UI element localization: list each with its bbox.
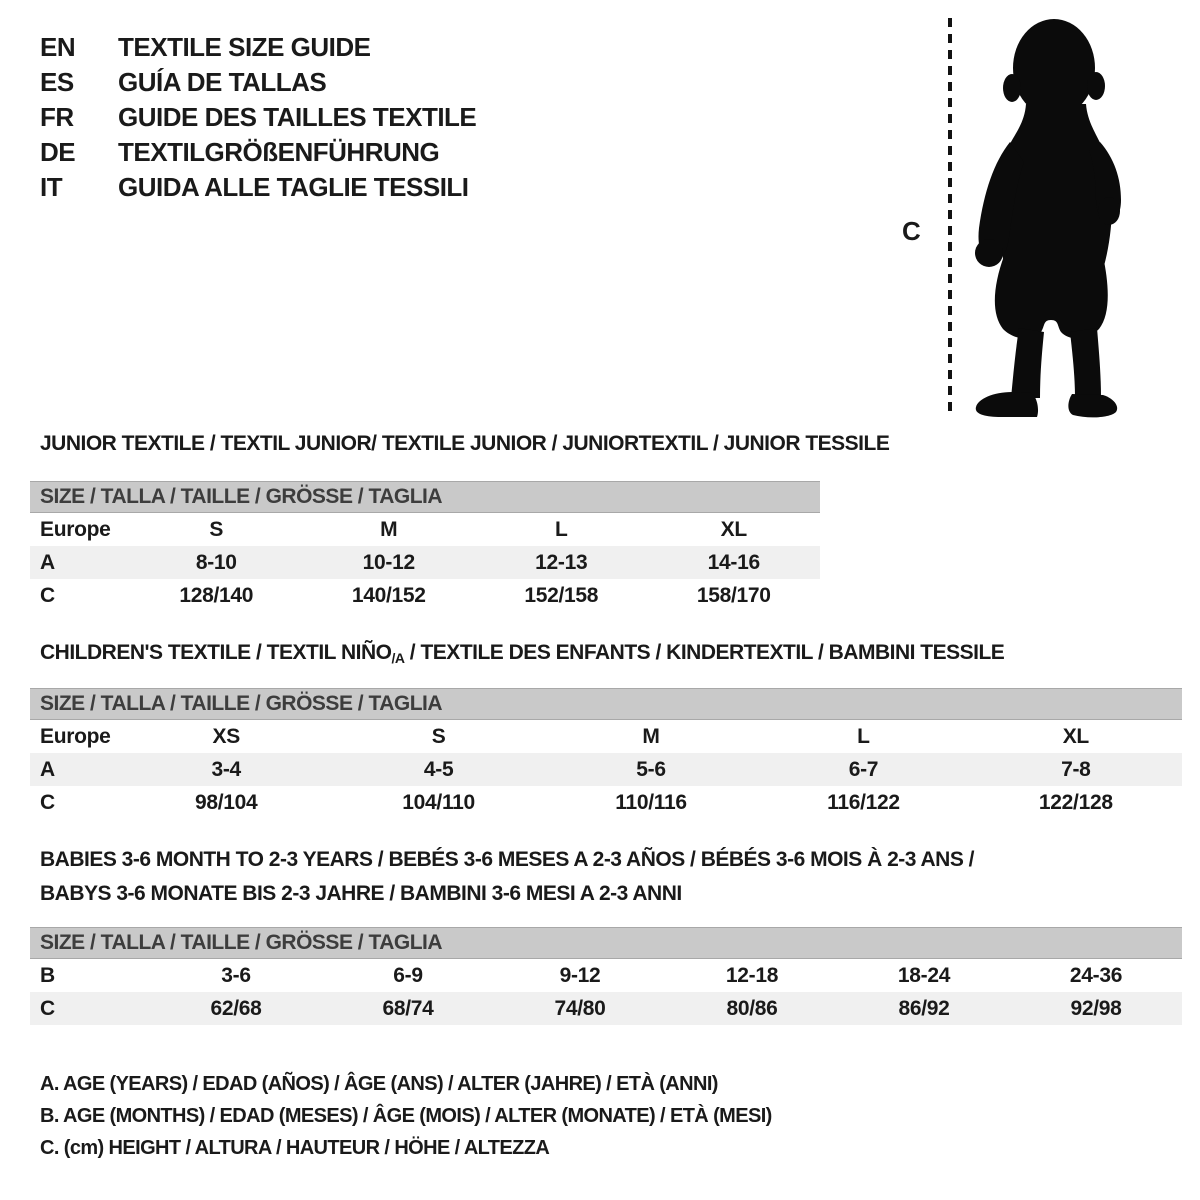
table-row <box>30 959 1182 992</box>
language-row-fr <box>40 100 476 135</box>
table-row <box>30 992 1182 1025</box>
table-cell: 24-36 <box>1069 963 1123 987</box>
table-cell: L <box>857 724 870 748</box>
table-cell: M <box>380 517 398 541</box>
babies-title-line2: BABYS 3-6 MONATE BIS 2-3 JAHRE / BAMBINI 3-6 MESI A 2-3 ANNI <box>40 882 682 905</box>
babies-table-header: SIZE / TALLA / TAILLE / GRÖSSE / TAGLIA <box>30 927 1182 959</box>
silhouette-leg-right <box>1070 328 1101 398</box>
table-row <box>30 720 1182 753</box>
toddler-silhouette <box>962 14 1142 418</box>
row-label: C <box>40 583 55 607</box>
table-cell: 158/170 <box>696 583 771 607</box>
silhouette-ear-left <box>1003 74 1021 102</box>
table-row <box>30 546 820 579</box>
language-code: FR <box>40 102 74 132</box>
silhouette-leg-left <box>1011 328 1044 398</box>
junior-table-header: SIZE / TALLA / TAILLE / GRÖSSE / TAGLIA <box>30 481 820 513</box>
table-cell: 10-12 <box>362 550 415 574</box>
silhouette-hand-right <box>1098 197 1120 225</box>
table-cell: 7-8 <box>1061 757 1091 781</box>
language-row-de <box>40 135 476 170</box>
babies-title-line1: BABIES 3-6 MONTH TO 2-3 YEARS / BEBÉS 3-6 MESES A 2-3 AÑOS / BÉBÉS 3-6 MOIS À 2-3 ANS / <box>40 848 975 871</box>
silhouette-foot-left <box>976 392 1038 417</box>
silhouette-foot-right <box>1068 394 1117 417</box>
row-label: C <box>40 996 55 1020</box>
table-cell: 122/128 <box>1038 790 1113 814</box>
silhouette-ear-right <box>1087 72 1105 100</box>
table-cell: 140/152 <box>351 583 426 607</box>
table-cell: 116/122 <box>827 790 900 814</box>
table-cell: XL <box>720 517 747 541</box>
children-title-post: / TEXTILE DES ENFANTS / KINDERTEXTIL / BAMBINI TESSILE <box>404 641 1005 664</box>
table-cell: S <box>431 724 446 748</box>
language-code: EN <box>40 32 76 62</box>
guide-title-it: GUIDA ALLE TAGLIE TESSILI <box>118 172 469 202</box>
language-title-list <box>40 30 476 205</box>
height-measure-dashed-line <box>948 18 952 416</box>
babies-section-title <box>40 843 974 911</box>
legend-line-c: C. (cm) HEIGHT / ALTURA / HAUTEUR / HÖHE / ALTEZZA <box>40 1137 550 1159</box>
babies-size-table <box>30 927 1182 1025</box>
children-title-sub: /A <box>391 650 405 666</box>
table-cell: 14-16 <box>707 550 760 574</box>
height-measure-label: C <box>902 216 921 246</box>
row-label: Europe <box>40 517 111 541</box>
row-label: C <box>40 790 55 814</box>
legend-line-a: A. AGE (YEARS) / EDAD (AÑOS) / ÂGE (ANS) / ALTER (JAHRE) / ETÀ (ANNI) <box>40 1073 718 1095</box>
table-row <box>30 513 820 546</box>
table-row <box>30 579 820 612</box>
table-cell: 86/92 <box>898 996 950 1020</box>
table-cell: 6-7 <box>848 757 879 781</box>
guide-title-de: TEXTILGRÖßENFÜHRUNG <box>118 137 440 167</box>
table-cell: 18-24 <box>897 963 951 987</box>
table-cell: 62/68 <box>210 996 262 1020</box>
row-label: A <box>40 757 55 781</box>
children-title-pre: CHILDREN'S TEXTILE / TEXTIL NIÑO <box>40 641 392 664</box>
guide-title-fr: GUIDE DES TAILLES TEXTILE <box>118 102 477 132</box>
language-code: DE <box>40 137 76 167</box>
silhouette-shorts <box>995 256 1108 338</box>
table-cell: 128/140 <box>179 583 254 607</box>
children-size-table <box>30 688 1182 819</box>
language-code: IT <box>40 172 63 202</box>
table-cell: XS <box>212 724 240 748</box>
table-row <box>30 786 1182 819</box>
row-label: B <box>40 963 55 987</box>
table-cell: 92/98 <box>1070 996 1122 1020</box>
junior-section-title: JUNIOR TEXTILE / TEXTIL JUNIOR/ TEXTILE JUNIOR / JUNIORTEXTIL / JUNIOR TESSILE <box>40 432 890 455</box>
guide-title-en: TEXTILE SIZE GUIDE <box>118 32 371 62</box>
guide-title-es: GUÍA DE TALLAS <box>118 67 327 97</box>
silhouette-fist-left <box>975 239 1003 267</box>
table-cell: 12-13 <box>535 550 588 574</box>
row-label: Europe <box>40 724 111 748</box>
measurement-legend <box>40 1068 772 1164</box>
table-cell: 3-6 <box>221 963 251 987</box>
table-cell: 3-4 <box>211 757 241 781</box>
row-label: A <box>40 550 55 574</box>
children-table-header: SIZE / TALLA / TAILLE / GRÖSSE / TAGLIA <box>30 688 1182 720</box>
language-row-it <box>40 170 476 205</box>
legend-line-b: B. AGE (MONTHS) / EDAD (MESES) / ÂGE (MOIS) / ALTER (MONATE) / ETÀ (MESI) <box>40 1105 772 1127</box>
table-cell: 98/104 <box>194 790 258 814</box>
table-cell: L <box>554 517 568 541</box>
table-cell: 9-12 <box>559 963 601 987</box>
table-cell: XL <box>1062 724 1089 748</box>
junior-size-table <box>30 481 850 612</box>
table-cell: 74/80 <box>554 996 606 1020</box>
table-cell: 6-9 <box>393 963 423 987</box>
table-cell: 104/110 <box>402 790 475 814</box>
table-cell: 80/86 <box>726 996 778 1020</box>
language-row-es <box>40 65 476 100</box>
table-cell: 8-10 <box>195 550 237 574</box>
table-cell: 110/116 <box>615 790 687 814</box>
table-cell: S <box>209 517 224 541</box>
table-cell: 4-5 <box>423 757 454 781</box>
silhouette-head <box>1013 19 1095 117</box>
table-cell: M <box>642 724 660 748</box>
table-row <box>30 753 1182 786</box>
language-row-en <box>40 30 476 65</box>
children-section-title <box>40 641 1004 666</box>
language-code: ES <box>40 67 74 97</box>
table-cell: 68/74 <box>382 996 434 1020</box>
table-cell: 12-18 <box>725 963 779 987</box>
table-cell: 5-6 <box>636 757 666 781</box>
table-cell: 152/158 <box>524 583 599 607</box>
